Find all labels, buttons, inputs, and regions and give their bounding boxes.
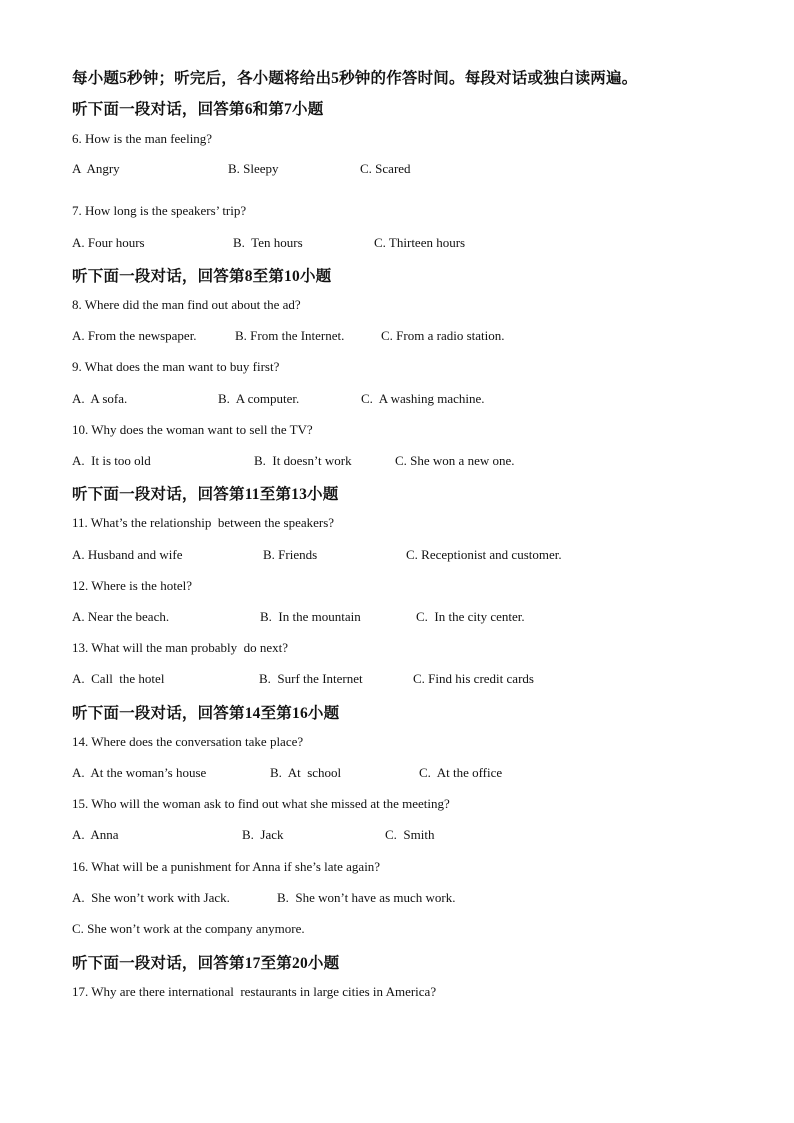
option-a: A. A sofa. [72,391,128,406]
option-b: B. From the Internet. [235,328,345,343]
option-c: C. Find his credit cards [413,671,534,686]
option-b: B. Ten hours [233,235,303,250]
question-13: 13. What will the man probably do next? [72,640,289,655]
option-c: C. Receptionist and customer. [406,547,562,562]
option-b: B. It doesn’t work [254,453,352,468]
option-c: C. She won a new one. [395,453,515,468]
option-b: B. Friends [263,547,318,562]
option-c: C. Smith [385,827,435,842]
section-header: 听下面一段对话，回答第11至第13小题 [72,486,339,503]
option-b: B. Jack [242,827,284,842]
question-8: 8. Where did the man find out about the ad? [72,297,301,312]
option-a: A. It is too old [72,453,151,468]
option-a: A. At the woman’s house [72,765,207,780]
question-7: 7. How long is the speakers’ trip? [72,203,247,218]
option-a: A. She won’t work with Jack. [72,890,230,905]
question-12: 12. Where is the hotel? [72,578,192,593]
option-c: C. In the city center. [416,609,525,624]
option-c: C. She won’t work at the company anymore. [72,921,305,936]
option-c: C. Thirteen hours [374,235,466,250]
question-9: 9. What does the man want to buy first? [72,359,280,374]
question-17: 17. Why are there international restaurants in large cities in America? [72,984,437,999]
option-a: A. Husband and wife [72,547,183,562]
option-b: B. She won’t have as much work. [277,890,456,905]
question-10: 10. Why does the woman want to sell the TV? [72,422,313,437]
section-header: 听下面一段对话，回答第17至第20小题 [72,955,340,972]
question-11: 11. What’s the relationship between the speakers? [72,515,335,530]
section-header: 听下面一段对话，回答第6和第7小题 [72,101,324,118]
option-c: C. At the office [419,765,503,780]
question-15: 15. Who will the woman ask to find out what she missed at the meeting? [72,796,450,811]
question-16: 16. What will be a punishment for Anna if she’s late again? [72,859,381,874]
option-b: B. In the mountain [260,609,361,624]
option-a: A. Anna [72,827,119,842]
option-a: A. Near the beach. [72,609,170,624]
option-c: C. Scared [360,161,411,176]
intro-instruction: 每小题5秒钟；听完后，各小题将给出5秒钟的作答时间。每段对话或独白读两遍。 [72,70,638,87]
option-b: B. A computer. [218,391,300,406]
section-header: 听下面一段对话，回答第8至第10小题 [72,268,332,285]
option-a: A. From the newspaper. [72,328,197,343]
question-14: 14. Where does the conversation take place? [72,734,304,749]
option-b: B. Surf the Internet [259,671,363,686]
option-a: A. Four hours [72,235,145,250]
option-b: B. At school [270,765,342,780]
option-c: C. A washing machine. [361,391,485,406]
option-b: B. Sleepy [228,161,279,176]
section-header: 听下面一段对话，回答第14至第16小题 [72,705,340,722]
option-a: A. Call the hotel [72,671,165,686]
option-a: A Angry [72,161,120,176]
option-c: C. From a radio station. [381,328,505,343]
question-6: 6. How is the man feeling? [72,131,213,146]
